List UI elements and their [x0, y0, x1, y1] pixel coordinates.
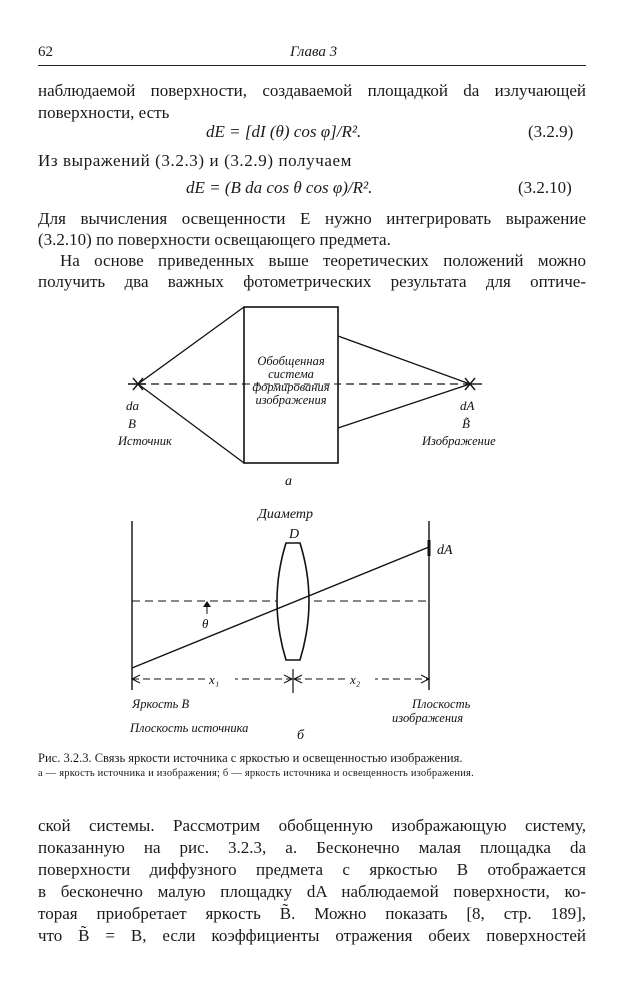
chapter-title: Глава 3	[290, 44, 338, 60]
paragraph-line: поверхности диффузного предмета с яркостью B отображается	[38, 860, 586, 879]
image-label: Изображение	[422, 434, 496, 448]
theta-label: θ	[202, 616, 209, 631]
paragraph-line: (3.2.10) по поверхности освещающего предмета.	[38, 230, 391, 249]
image-plane-label: Плоскость	[412, 697, 471, 711]
subfigure-letter: б	[297, 728, 305, 743]
source-plane-label: Плоскость источника	[130, 721, 249, 735]
formula-3-2-10: dE = (B da cos θ cos φ)/R².	[186, 178, 373, 197]
x2-label: x₂	[350, 672, 361, 687]
equation-number: (3.2.10)	[518, 178, 572, 197]
box-label: формирования	[252, 380, 330, 394]
brightness-label: Яркость B	[132, 697, 190, 711]
paragraph-line: торая приобретает яркость B̃. Можно показать [8, стр. 189],	[38, 904, 586, 923]
subfigure-letter: а	[285, 474, 292, 489]
paragraph-line: получить два важных фотометрических результата для оптиче-	[38, 272, 586, 291]
box-label: Обобщенная	[257, 354, 325, 368]
formula-3-2-9: dE = [dI (θ) cos φ]/R².	[206, 122, 362, 141]
box-label: изображения	[255, 393, 327, 407]
paragraph-line: наблюдаемой поверхности, создаваемой площадкой da излучающей	[38, 81, 586, 100]
image-brightness-label: B̃	[462, 416, 470, 431]
paragraph-line: поверхности, есть	[38, 103, 170, 122]
image-area-label: dA	[460, 398, 475, 413]
x1-label: x₁	[209, 672, 220, 687]
theta-arrow-icon	[203, 601, 211, 607]
image-area-label: dA	[437, 543, 453, 558]
image-plane-label: изображения	[392, 711, 464, 725]
paragraph-line: Из выражений (3.2.3) и (3.2.9) получаем	[38, 151, 352, 170]
source-brightness-label: B	[128, 416, 136, 431]
diameter-symbol: D	[289, 527, 300, 542]
source-label: Источник	[118, 434, 172, 448]
ray-lower-left	[138, 384, 244, 463]
box-label: система	[268, 367, 314, 381]
diameter-label: Диаметр	[258, 507, 313, 522]
paragraph-line: что B̃ = B, если коэффициенты отражения обеих поверхностей	[38, 926, 586, 945]
ray-upper-right	[338, 336, 470, 384]
paragraph-line: ской системы. Рассмотрим обобщенную изображающую систему,	[38, 816, 586, 835]
paragraph-line: Для вычисления освещенности E нужно интегрировать выражение	[38, 209, 586, 228]
lens	[277, 543, 309, 660]
ray-upper-left	[138, 307, 244, 384]
equation-number: (3.2.9)	[528, 122, 574, 141]
source-area-label: da	[126, 398, 139, 413]
ray-lower-right	[338, 384, 470, 428]
figure-a	[117, 307, 496, 489]
figure-caption-legend: а — яркость источника и изображения; б — яркость источника и освещенность изображения.	[38, 768, 474, 779]
paragraph-line: в бесконечно малую площадку dA наблюдаемой поверхности, ко-	[38, 882, 586, 901]
figure-b	[129, 507, 471, 743]
page-number: 62	[38, 44, 53, 60]
figure-caption: Рис. 3.2.3. Связь яркости источника с яркостью и освещенностью изображения.	[38, 751, 463, 765]
paragraph-line: показанную на рис. 3.2.3, а. Бесконечно малая площадка da	[38, 838, 586, 857]
paragraph-line: На основе приведенных выше теоретических положений можно	[60, 251, 586, 270]
